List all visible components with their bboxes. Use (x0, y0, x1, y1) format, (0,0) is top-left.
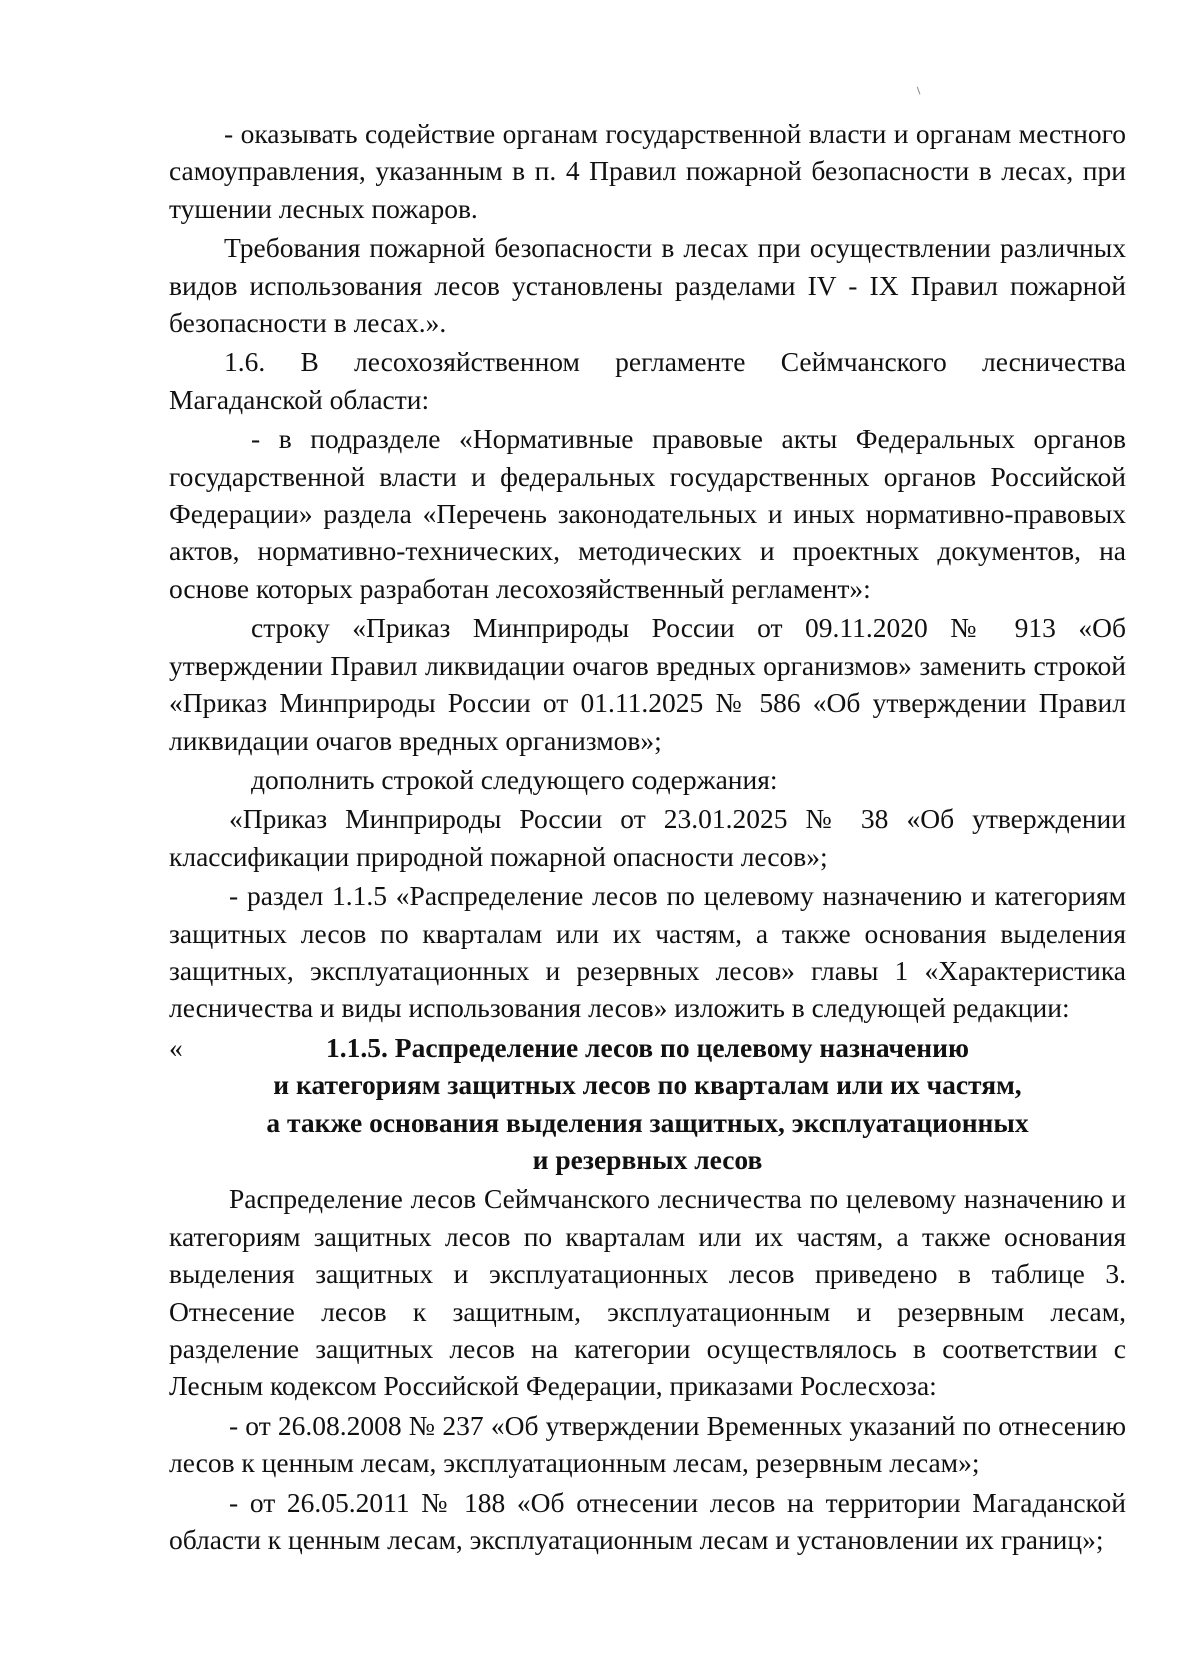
paragraph-distribution: Распределение лесов Сеймчанского лесничества по целевому назначению и категориям защитных лесов по кварталам или их частям, а также основания выделения защитных и эксплуатационных лесов приведено в таблице 3. Отнесение лесов к защитным, эксплуатационным и резервным лесам, разделение защитных лесов на категории осуществлялось в соответствии с Лесным кодексом Российской Федерации, приказами Рослесхоза: (169, 1183, 1126, 1402)
paragraph-item-1-6: 1.6. В лесохозяйственном регламенте Сеймчанского лесничества Магаданской области: (169, 346, 1126, 415)
paragraph-section-1-1-5: - раздел 1.1.5 «Распределение лесов по целевому назначению и категориям защитных лесов по кварталам или их частям, а также основания выделения защитных, эксплуатационных и резервных лесов» главы 1 «Характеристика лесничества и виды использования лесов» изложить в следующей редакции: (169, 880, 1126, 1024)
scan-mark (917, 86, 923, 95)
section-heading-line-1 (169, 1029, 1126, 1066)
paragraph-add-line: дополнить строкой следующего содержания: (251, 763, 778, 795)
section-heading-line-3: а также основания выделения защитных, эксплуатационных (266, 1106, 1029, 1138)
paragraph-assist-authorities: - оказывать содействие органам государственной власти и органам местного самоуправления, указанным в п. 4 Правил пожарной безопасности в лесах, при тушении лесных пожаров. (169, 118, 1126, 224)
paragraph-fire-safety-requirements: Требования пожарной безопасности в лесах при осуществлении различных видов использования лесов установлены разделами IV - IX Правил пожарной безопасности в лесах.». (169, 232, 1126, 339)
section-heading-line-2: и категориям защитных лесов по кварталам или их частям, (273, 1069, 1022, 1101)
document-body (169, 115, 1126, 1560)
paragraph-replace-line: строку «Приказ Минприроды России от 09.11.2020 № 913 «Об утверждении Правил ликвидации очагов вредных организмов» заменить строкой «Приказ Минприроды России от 01.11.2025 № 586 «Об утверждении Правил ликвидации очагов вредных организмов»; (169, 612, 1126, 756)
paragraph-order-237: - от 26.08.2008 № 237 «Об утверждении Временных указаний по отнесению лесов к ценным лесам, эксплуатационным лесам, резервным лесам»; (169, 1409, 1126, 1479)
paragraph-order-188: - от 26.05.2011 № 188 «Об отнесении лесов на территории Магаданской области к ценным лесам, эксплуатационным лесам и установлении их границ»; (169, 1486, 1126, 1556)
section-heading-text-1: 1.1.5. Распределение лесов по целевому назначению (326, 1031, 969, 1063)
paragraph-order-38: «Приказ Минприроды России от 23.01.2025 № 38 «Об утверждении классификации природной пожарной опасности лесов»; (169, 803, 1126, 872)
paragraph-subsection-normative-acts: - в подразделе «Нормативные правовые акты Федеральных органов государственной власти и федеральных государственных органов Российской Федерации» раздела «Перечень законодательных и иных нормативно-правовых актов, нормативно-технических, методических и проектных документов, на основе которых разработан лесохозяйственный регламент»: (169, 423, 1126, 604)
opening-quote: « (169, 1031, 183, 1063)
section-heading-line-4: и резервных лесов (532, 1143, 763, 1175)
